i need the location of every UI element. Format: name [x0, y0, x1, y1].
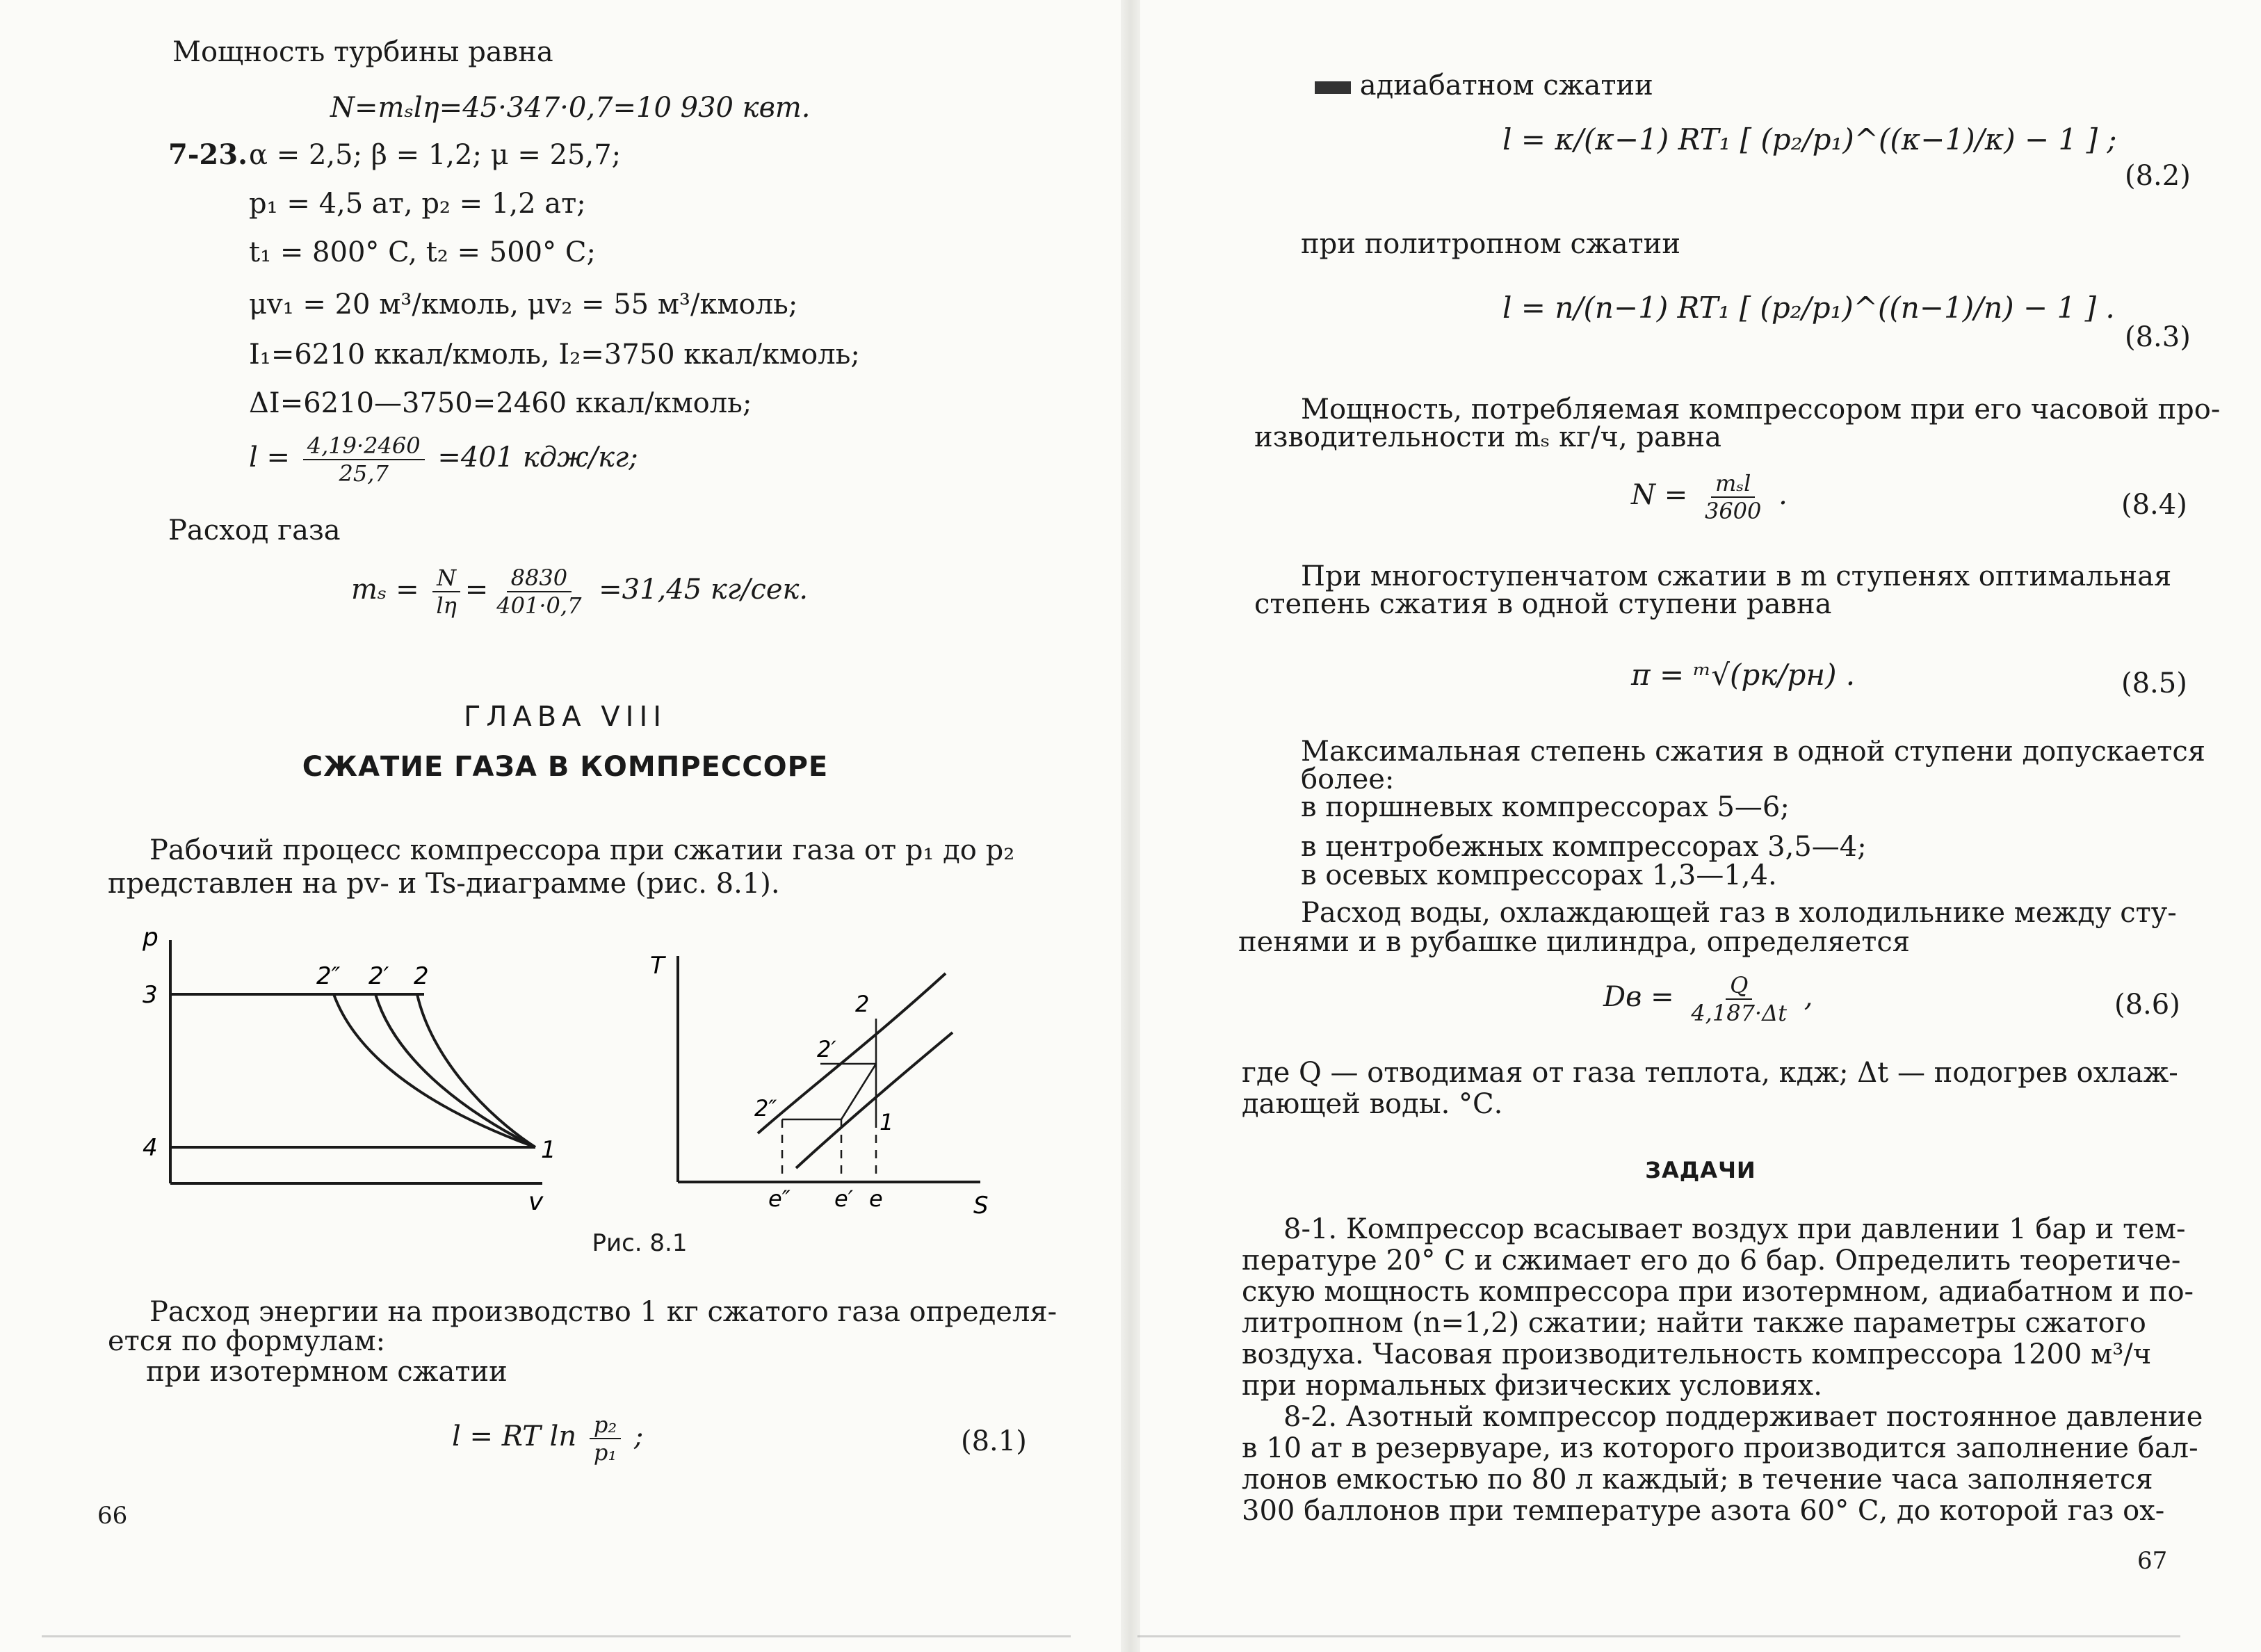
text-line: ется по формулам:: [108, 1325, 386, 1357]
text-line: Максимальная степень сжатия в одной ступени допускается: [1301, 736, 2206, 768]
params-line: α = 2,5; β = 1,2; μ = 25,7;: [249, 139, 622, 171]
text-line: пературе 20° С и сжимает его до 6 бар. Определить теоретиче-: [1242, 1245, 2181, 1277]
page-number: 67: [2137, 1547, 2168, 1575]
equation-power: N=mₛlη=45·347·0,7=10 930 квт.: [330, 92, 811, 124]
ts-x-axis-label: S: [973, 1192, 989, 1220]
text-line: лонов емкостью по 80 л каждый; в течение часа заполняется: [1242, 1464, 2153, 1496]
text-line: адиабатном сжатии: [1315, 70, 1653, 102]
ts-point-2pp: 2″: [754, 1095, 777, 1121]
pv-tick-3: 3: [143, 981, 158, 1009]
page-edge: [1137, 1635, 2180, 1637]
pv-point-2p: 2′: [368, 962, 389, 990]
ts-point-2p: 2′: [817, 1036, 836, 1062]
page-edge: [42, 1635, 1071, 1637]
ts-point-1: 1: [880, 1109, 894, 1135]
text-line: Расход воды, охлаждающей газ в холодильнике между сту-: [1301, 897, 2177, 929]
params-line: p₁ = 4,5 ат, p₂ = 1,2 ат;: [249, 188, 586, 220]
text-line: в 10 ат в резервуаре, из которого производится заполнение бал-: [1242, 1432, 2198, 1464]
text-line: воздуха. Часовая производительность компрессора 1200 м³/ч: [1242, 1338, 2152, 1370]
text-line: дающей воды. °С.: [1242, 1088, 1503, 1120]
equation-8-2: l = κ/(κ−1) RT₁ [ (p₂/p₁)^((κ−1)/κ) − 1 ] ;: [1502, 122, 2117, 156]
text-line: при политропном сжатии: [1301, 228, 1680, 260]
text-line: скую мощность компрессора при изотермном, адиабатном и по-: [1242, 1276, 2194, 1308]
equation-8-5: π = ᵐ√(pк/pн) .: [1631, 658, 1856, 692]
ts-tick-e: e: [869, 1185, 883, 1212]
equation-number: (8.2): [2125, 160, 2191, 192]
text-line: 8-2. Азотный компрессор поддерживает постоянное давление: [1283, 1401, 2203, 1433]
params-line: μv₁ = 20 м³/кмоль, μv₂ = 55 м³/кмоль;: [249, 289, 798, 321]
text-line: пенями и в рубашке цилиндра, определяется: [1238, 926, 1910, 958]
params-line: I₁=6210 ккал/кмоль, I₂=3750 ккал/кмоль;: [249, 339, 860, 371]
section-heading: ЗАДАЧИ: [1645, 1157, 1756, 1183]
text-line: Расход энергии на производство 1 кг сжатого газа определя-: [149, 1296, 1057, 1328]
text-line: 8-1. Компрессор всасывает воздух при давлении 1 бар и тем-: [1283, 1213, 2186, 1245]
left-page: [0, 0, 1130, 1652]
page-number: 66: [97, 1502, 128, 1530]
params-line: t₁ = 800° C, t₂ = 500° C;: [249, 236, 596, 268]
right-page: [1130, 0, 2261, 1652]
equation-number: (8.3): [2125, 321, 2191, 353]
text-line: более:: [1301, 763, 1395, 795]
params-line: ΔI=6210—3750=2460 ккал/кмоль;: [249, 387, 752, 419]
pv-point-1: 1: [541, 1136, 556, 1164]
figure-caption: Рис. 8.1: [592, 1229, 688, 1257]
text-line: где Q — отводимая от газа теплота, кдж; Δt — подогрев охлаж-: [1242, 1057, 2178, 1089]
ts-tick-epp: e″: [768, 1185, 791, 1212]
equation-8-3: l = n/(n−1) RT₁ [ (p₂/p₁)^((n−1)/n) − 1 ] .: [1502, 291, 2115, 325]
pv-tick-4: 4: [143, 1134, 158, 1162]
equation-number: (8.5): [2121, 667, 2187, 699]
equation-l: l = $\frac{4,19\cdot 2460}{25,7}$ =401 кдж/кг;: [249, 432, 638, 487]
text-line: при нормальных физических условиях.: [1242, 1370, 1822, 1402]
text-line: 300 баллонов при температуре азота 60° С, до которой газ ох-: [1242, 1495, 2165, 1527]
equation-number: (8.6): [2114, 989, 2180, 1021]
chapter-number: ГЛАВА VIII: [463, 701, 667, 733]
pv-x-axis-label: v: [528, 1188, 544, 1216]
equation-8-6: Dв = $\frac{Q}{4,187\cdot\Delta t}$ ,: [1603, 972, 1813, 1026]
problem-number: 7-23.: [168, 138, 248, 171]
equation-8-1: l = RT ln $\frac{\text{p₂}}{\text{p₁}}$ ;: [452, 1411, 644, 1466]
equation-8-4: N = $\frac{\text{mₛl}}{3600}$ .: [1631, 470, 1788, 524]
pv-diagram: [132, 925, 577, 1217]
ts-diagram: [640, 946, 1015, 1224]
text-line: изводительности mₛ кг/ч, равна: [1254, 421, 1721, 453]
ts-tick-ep: e′: [834, 1185, 853, 1212]
equation-number: (8.1): [961, 1425, 1027, 1457]
equation-number: (8.4): [2121, 489, 2187, 521]
text-line: Рабочий процесс компрессора при сжатии газа от p₁ до p₂: [149, 834, 1015, 866]
text-line: при изотермном сжатии: [146, 1356, 508, 1388]
ts-point-2: 2: [855, 991, 870, 1017]
text-line: в центробежных компрессорах 3,5—4;: [1301, 831, 1867, 863]
text-line: степень сжатия в одной ступени равна: [1254, 588, 1832, 620]
pv-point-2pp: 2″: [316, 962, 341, 990]
pv-y-axis-label: p: [143, 925, 159, 952]
text-line: в осевых компрессорах 1,3—1,4.: [1301, 859, 1777, 891]
pv-point-2: 2: [414, 962, 429, 990]
text-line: Мощность, потребляемая компрессором при его часовой про-: [1301, 394, 2221, 426]
text-line: литропном (n=1,2) сжатии; найти также параметры сжатого: [1242, 1307, 2146, 1339]
text-line: Мощность турбины равна: [172, 36, 553, 68]
equation-ms: mₛ = $\frac{N}{l\eta}$ = $\frac{8830}{401\cdot 0,7}$ =31,45 кг/сек.: [351, 565, 809, 619]
chapter-title: СЖАТИЕ ГАЗА В КОМПРЕССОРЕ: [302, 751, 829, 783]
ts-y-axis-label: T: [650, 952, 665, 980]
text-line: представлен на pv- и Ts-диаграмме (рис. 8.1).: [108, 868, 780, 900]
text-line: в поршневых компрессорах 5—6;: [1301, 791, 1790, 823]
text-line: При многоступенчатом сжатии в m ступенях оптимальная: [1301, 560, 2172, 592]
text-line: Расход газа: [168, 515, 341, 546]
